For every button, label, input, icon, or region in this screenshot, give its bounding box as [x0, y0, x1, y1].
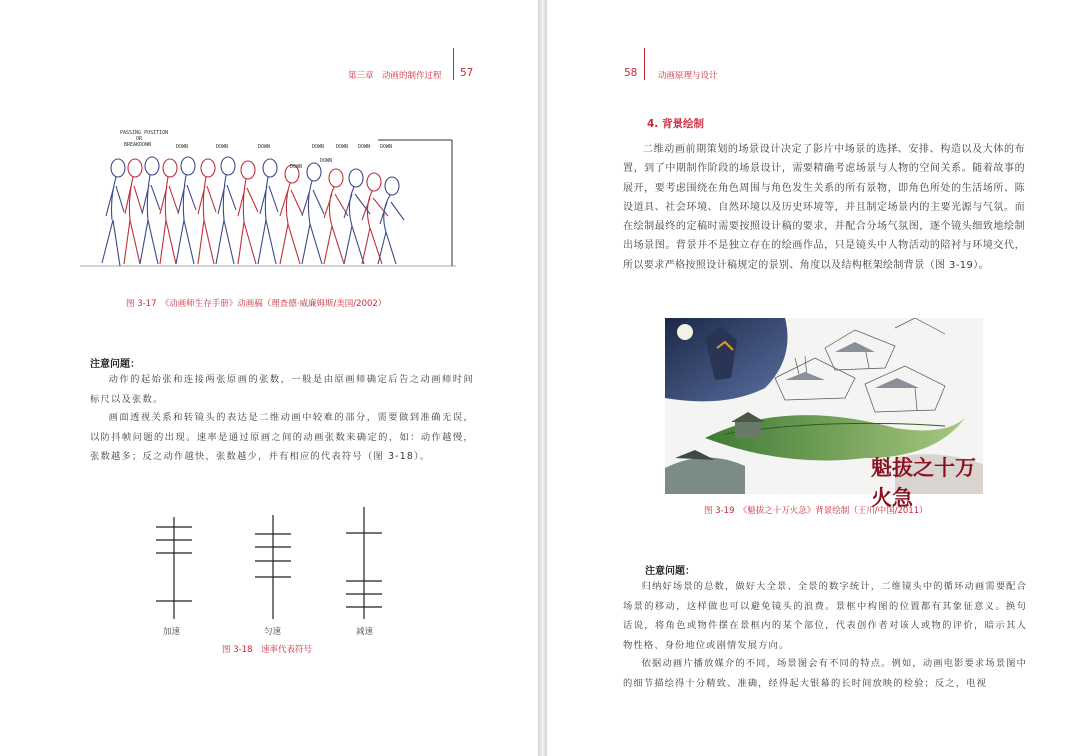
book-title-header: 动画原理与设计	[658, 71, 718, 81]
note-heading: 注意问题：	[645, 566, 695, 577]
or-label: OR	[136, 136, 143, 142]
note-paragraph-2: 画面透视关系和转镜头的表达是二维动画中较难的部分，需要做到准确无误，以防抖帧问题的出现。速率是通过原画之间的动画张数来确定的，如：动作越慢，张数越多；反之动作越快，张数越少，并有相应的代表符号（图 3-18）。	[90, 412, 474, 463]
figure-3-18-caption: 图 3-18 速率代表符号	[222, 645, 312, 655]
down-label: DOWN	[290, 164, 303, 170]
walk-cycle-drawing	[80, 128, 460, 280]
figure-3-19-caption: 图 3-19 《魁拔之十万火急》背景绘制（王川/中国/2011）	[704, 506, 928, 516]
left-page	[0, 0, 538, 756]
page-number: 58	[624, 67, 638, 79]
book-gutter	[538, 0, 547, 756]
uniform-label: 匀速	[264, 627, 282, 637]
down-label: DOWN	[358, 144, 371, 150]
note-paragraph-1: 动作的起始张和连接两张原画的张数，一般是由原画师确定后告之动画师时间标尺以及张数。	[90, 374, 474, 405]
breakdown-label: BREAKDOWN	[124, 142, 152, 148]
scene-title-art: 魁拔之十万火急	[871, 455, 976, 510]
accelerate-label: 加速	[163, 627, 181, 637]
page-number: 57	[460, 67, 474, 79]
chapter-header: 第三章 动画的制作过程	[348, 71, 442, 81]
speed-symbols	[150, 505, 390, 625]
down-label: DOWN	[312, 144, 325, 150]
note-paragraph-1: 归纳好场景的总数，做好大全景、全景的数字统计，二维镜头中的循环动画需要配合场景的移动，这样做也可以避免镜头的浪费。景框中构图的位置都有其象征意义。换句话说，将角色或物件摆在景框内的某个部位，代表创作者对该人或物的评价，暗示其人物性格、身份地位或剧情发展方向。	[623, 581, 1027, 651]
section-title: 4. 背景绘制	[647, 118, 704, 130]
scene-illustration	[665, 318, 983, 510]
down-label: DOWN	[380, 144, 393, 150]
walk-cycle-sketch	[80, 128, 460, 280]
header-rule	[644, 48, 645, 80]
decelerate-label: 减速	[356, 627, 374, 637]
header-rule	[453, 48, 454, 80]
note-paragraph-2: 依据动画片播放媒介的不同，场景图会有不同的特点。例如，动画电影要求场景图中的细节描绘得十分精致、准确，经得起大银幕的长时间放映的检验；反之，电视	[623, 658, 1027, 689]
down-label: DOWN	[258, 144, 271, 150]
background-body: 二维动画前期策划的场景设计决定了影片中场景的选择、安排、构造以及大体的布置，到了中期制作阶段的场景设计，需要精确考虑场景与人物的空间关系。随着故事的展开，要考虑围绕在角色周围与角色发生关系的所有景物，即角色所处的生活场所、陈设道具、社会环境、自然环境以及历史环境等，并且制定场景内的主要光源与气氛。而在绘制最终的定稿时需要按照设计稿的要求，并配合分场气氛图，逐个镜头细致地绘制出场景图。背景并不是独立存在的绘画作品，只是镜头中人物活动的陪衬与环境交代，所以要求严格按照设计稿规定的景别、角度以及结构框架绘制背景（图 3-19）。	[623, 144, 1025, 271]
down-label: DOWN	[320, 158, 333, 164]
passing-label: PASSING POSITION	[120, 130, 169, 136]
down-label: DOWN	[216, 144, 229, 150]
down-label: DOWN	[336, 144, 349, 150]
down-label: DOWN	[176, 144, 189, 150]
note-heading: 注意问题：	[90, 359, 140, 370]
figure-3-17-caption: 图 3-17 《动画师生存手册》动画稿（理查德·威廉姆斯/美国/2002）	[126, 299, 387, 309]
right-page	[547, 0, 1085, 756]
